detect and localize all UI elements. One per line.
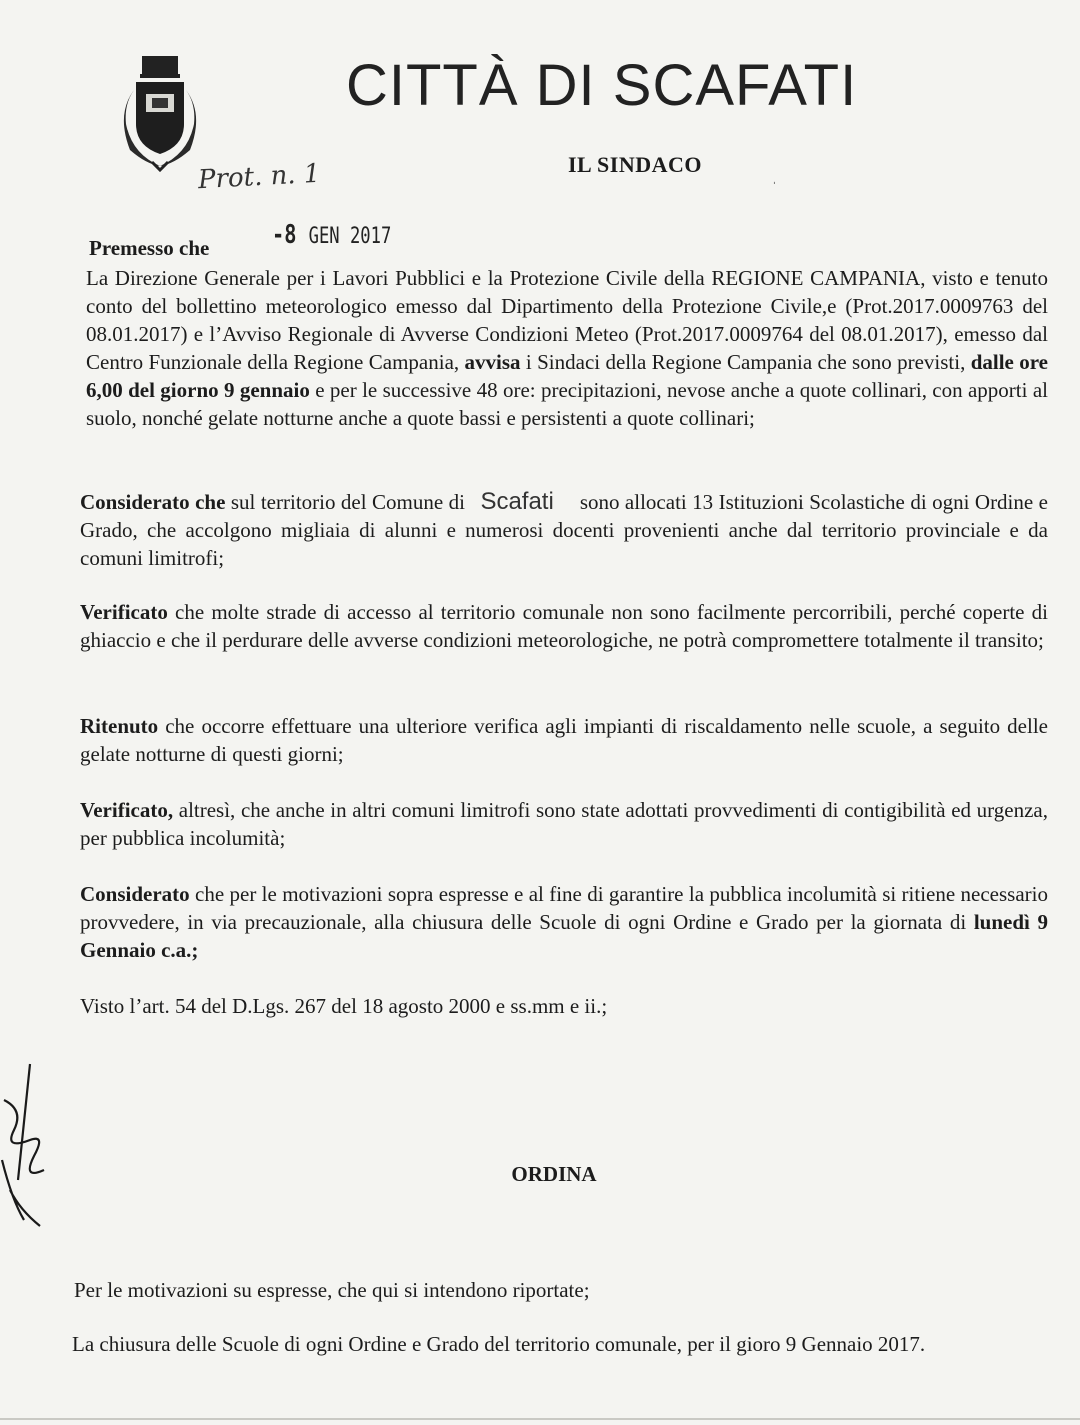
verificato-text-1: che molte strade di accesso al territorio comunale non sono facilmente percorribili, perché coperte di ghiaccio e che il perdurare delle avverse condizioni meteorologiche, ne potrà compromettere totalmente il transito; — [80, 600, 1048, 652]
page-edge — [0, 1418, 1080, 1420]
verificato-heading-1: Verificato — [80, 600, 168, 624]
ordina-heading: ORDINA — [511, 1162, 597, 1186]
considerato-paragraph-2 — [80, 880, 1048, 964]
verificato-text-2: altresì, che anche in altri comuni limitrofi sono state adottati provvedimenti di contigibilità ed urgenza, per pubblica incolumità; — [80, 798, 1048, 850]
verificato-heading-2: Verificato, — [80, 798, 174, 822]
considerato-heading-2: Considerato — [80, 882, 190, 906]
municipal-crest-icon — [112, 54, 208, 172]
considerato-paragraph-1 — [80, 488, 1048, 572]
considerato-text-2: che per le motivazioni sopra espresse e al fine di garantire la pubblica incolumità si ritiene necessario provvedere, in via precauzionale, alla chiusura delle Scuole di ogni Ordine e Grado per la giornata di — [80, 882, 1048, 934]
premesso-bold-avvisa: avvisa — [464, 350, 521, 374]
ordina-intro: Per le motivazioni su espresse, che qui si intendono riportate; — [74, 1278, 590, 1302]
premesso-text-3: e per le successive 48 ore: precipitazioni, nevose anche a quote collinari, con apporti al suolo, nonché gelate notturne anche a quote bassi e persistenti a quote collinari; — [86, 378, 1048, 430]
premesso-heading: Premesso che — [89, 236, 210, 260]
mark: ˌ — [772, 170, 777, 185]
handwritten-signature — [0, 1060, 60, 1240]
considerato-text-1b: sono allocati 13 Istituzioni Scolastiche di ogni Ordine e Grado, che accolgono migliaia di alunni e numerosi docenti provenienti anche dal territorio provinciale e da comuni limitrofi; — [80, 490, 1048, 570]
premesso-text-2: i Sindaci della Regione Campania che sono previsti, — [520, 350, 971, 374]
office-heading: IL SINDACO — [568, 152, 702, 177]
handwritten-protocol-number: Prot. n. 1 — [197, 158, 322, 196]
verificato-paragraph-2 — [80, 796, 1048, 852]
stamp-day: -8 — [272, 220, 297, 250]
stamp-month-year: GEN 2017 — [308, 224, 392, 249]
premesso-bold-date: dalle ore 6,00 del giorno 9 gennaio — [86, 350, 1049, 402]
ordina-order: La chiusura delle Scuole di ogni Ordine e Grado del territorio comunale, per il gioro 9 Gennaio 2017. — [72, 1332, 926, 1356]
premesso-text-1: La Direzione Generale per i Lavori Pubblici e la Protezione Civile della REGIONE CAMPANIA, visto e tenuto conto del bollettino meteorologico emesso dal Dipartimento della Protezione Civile,e (Prot.2017.0009763 del 08.01.2017) e l’Avviso Regionale di Avverse Condizioni Meteo (Prot.2017.0009764 del 08.01.2017), emesso dal Centro Funzionale della Regione Campania, — [86, 266, 1048, 374]
ritenuto-heading: Ritenuto — [80, 714, 159, 738]
considerato-bold-date: lunedì 9 Gennaio c.a.; — [80, 910, 1049, 962]
ritenuto-paragraph — [80, 712, 1048, 768]
ritenuto-text: che occorre effettuare una ulteriore verifica agli impianti di riscaldamento nelle scuole, a seguito delle gelate notturne di questi giorni; — [80, 714, 1048, 766]
visto-paragraph: Visto l’art. 54 del D.Lgs. 267 del 18 agosto 2000 e ss.mm e ii.; — [80, 994, 608, 1018]
considerato-heading-1: Considerato che — [80, 490, 226, 514]
verificato-paragraph-1 — [80, 598, 1048, 654]
date-stamp — [272, 220, 391, 250]
premesso-paragraph — [86, 264, 1048, 432]
city-title: CITTÀ DI SCAFATI — [346, 53, 858, 118]
considerato-text-1a: sul territorio del Comune di — [225, 490, 471, 514]
comune-name: Scafati — [480, 488, 554, 515]
